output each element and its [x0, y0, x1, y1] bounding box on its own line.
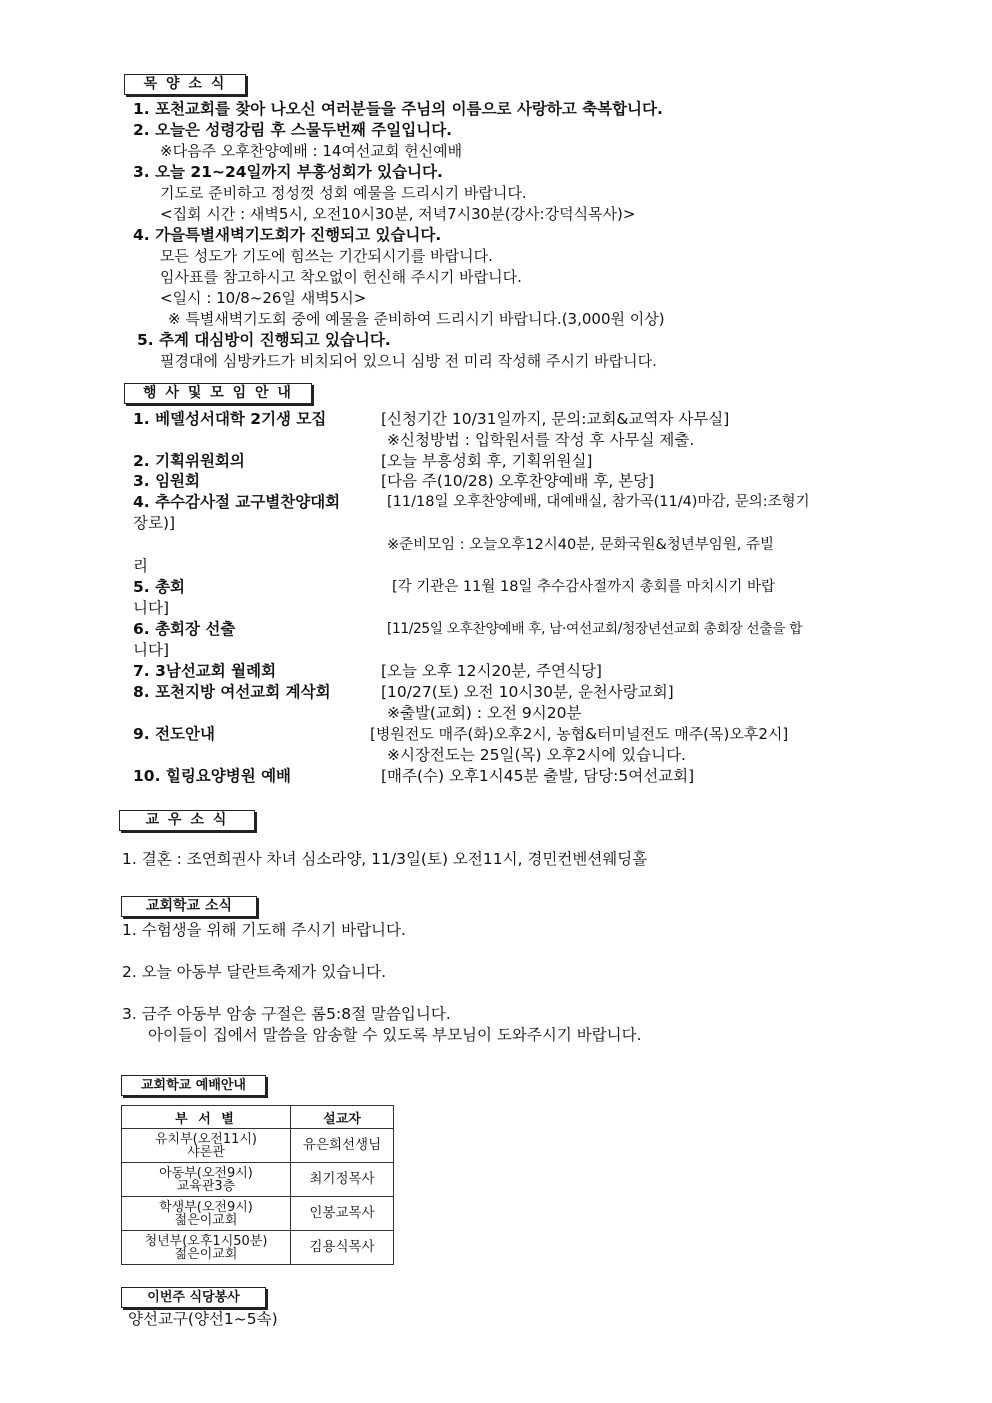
pastoral-line-2: 2. 오늘은 성령강림 후 스물두번째 주일입니다. — [133, 121, 453, 139]
schedule-pastor-cell: 최기정목사 — [291, 1163, 394, 1197]
pastoral-line-6: <집회 시간 : 새벽5시, 오전10시30분, 저녁7시30분(강사:강덕식목사)> — [160, 205, 636, 223]
event-detail-4-cont: 장로)] — [133, 514, 176, 532]
schedule-pastor-cell: 김용식목사 — [291, 1231, 394, 1265]
table-row — [122, 1231, 394, 1265]
schedule-dept-cell — [122, 1231, 291, 1265]
event-name-1: 1. 베델성서대학 2기생 모집 — [133, 410, 327, 428]
schedule-header-pastor: 설교자 — [291, 1106, 394, 1129]
pastoral-line-4: 3. 오늘 21~24일까지 부흥성회가 있습니다. — [133, 163, 443, 181]
pastoral-line-5: 기도로 준비하고 정성껏 성회 예물을 드리시기 바랍니다. — [160, 184, 527, 202]
event-detail-2: [오늘 부흥성회 후, 기획위원실] — [381, 452, 593, 470]
school-line-3: 3. 금주 아동부 암송 구절은 롬5:8절 말씀입니다. — [122, 1005, 451, 1023]
school-line-1: 1. 수험생을 위해 기도해 주시기 바랍니다. — [122, 921, 406, 939]
pastoral-line-3: ※다음주 오후찬양예배 : 14여선교회 헌신예배 — [160, 142, 463, 160]
dept-name: 유치부(오전11시) — [154, 1131, 258, 1147]
pastoral-line-8: 모든 성도가 기도에 힘쓰는 기간되시기를 바랍니다. — [160, 247, 493, 265]
members-section-title: 교 우 소 식 — [119, 810, 255, 831]
event-detail-9b: ※시장전도는 25일(목) 오후2시에 있습니다. — [387, 746, 686, 764]
dept-place: 젊은이교회 — [174, 1212, 238, 1228]
kitchen-section-title: 이번주 식당봉사 — [121, 1287, 266, 1308]
event-detail-4b: ※준비모임 : 오늘오후12시40분, 문화국원&청년부임원, 쥬빌 — [387, 537, 775, 553]
event-detail-5: [각 기관은 11월 18일 추수감사절까지 총회를 마치시기 바랍 — [392, 579, 775, 595]
schedule-pastor-cell: 인봉교목사 — [291, 1197, 394, 1231]
event-detail-1b: ※신청방법 : 입학원서를 작성 후 사무실 제출. — [387, 431, 695, 449]
event-detail-3: [다음 주(10/28) 오후찬양예배 후, 본당] — [381, 472, 655, 490]
table-row — [122, 1197, 394, 1231]
school-section-title: 교회학교 소식 — [121, 896, 257, 917]
dept-place: 샤론관 — [187, 1144, 225, 1160]
pastoral-line-13: 필경대에 심방카드가 비치되어 있으니 심방 전 미리 작성해 주시기 바랍니다. — [160, 352, 657, 370]
schedule-header-dept: 부 서 별 — [122, 1106, 291, 1129]
events-section-title: 행 사 및 모 임 안 내 — [124, 383, 312, 404]
pastoral-line-10: <일시 : 10/8~26일 새벽5시> — [160, 289, 367, 307]
event-detail-10: [매주(수) 오후1시45분 출발, 담당:5여선교회] — [381, 767, 695, 785]
pastoral-line-9: 임사표를 참고하시고 착오없이 헌신해 주시기 바랍니다. — [160, 268, 522, 286]
schedule-section-title: 교회학교 예배안내 — [121, 1075, 266, 1096]
schedule-dept-cell — [122, 1197, 291, 1231]
event-name-5: 5. 총회 — [133, 578, 186, 596]
event-detail-9: [병원전도 매주(화)오후2시, 농협&터미널전도 매주(목)오후2시] — [370, 725, 789, 743]
event-name-6: 6. 총회장 선출 — [133, 620, 236, 638]
event-name-10: 10. 힐링요양병원 예배 — [133, 767, 292, 785]
event-name-8: 8. 포천지방 여선교회 계삭회 — [133, 683, 331, 701]
pastoral-line-7: 4. 가을특별새벽기도회가 진행되고 있습니다. — [133, 226, 442, 244]
dept-name: 아동부(오전9시) — [159, 1165, 253, 1181]
pastoral-line-1: 1. 포천교회를 찾아 나오신 여러분들을 주님의 이름으로 사랑하고 축복합니다. — [133, 100, 663, 118]
schedule-dept-cell — [122, 1129, 291, 1163]
event-detail-1: [신청기간 10/31일까지, 문의:교회&교역자 사무실] — [381, 410, 730, 428]
dept-name: 청년부(오후1시50분) — [144, 1233, 268, 1249]
school-line-2: 2. 오늘 아동부 달란트축제가 있습니다. — [122, 963, 387, 981]
event-name-4: 4. 추수감사절 교구별찬양대회 — [133, 493, 341, 511]
dept-place: 교육관3층 — [176, 1178, 236, 1194]
pastoral-line-12: 5. 추계 대심방이 진행되고 있습니다. — [137, 331, 391, 349]
event-detail-6-cont: 니다] — [133, 641, 169, 659]
table-row — [122, 1129, 394, 1163]
table-row — [122, 1163, 394, 1197]
event-name-7: 7. 3남선교회 월례회 — [133, 662, 277, 680]
event-detail-6: [11/25일 오후찬양예배 후, 남·여선교회/청장년선교회 총회장 선출을 합 — [387, 621, 802, 637]
school-line-4: 아이들이 집에서 말씀을 암송할 수 있도록 부모님이 도와주시기 바랍니다. — [148, 1026, 642, 1044]
kitchen-text: 양선교구(양선1~5속) — [128, 1310, 278, 1328]
schedule-header-row — [122, 1106, 394, 1129]
pastoral-line-11: ※ 특별새벽기도회 중에 예물을 준비하여 드리시기 바랍니다.(3,000원 이상) — [168, 310, 665, 328]
event-detail-4b-cont: 리 — [133, 557, 148, 575]
event-detail-8b: ※출발(교회) : 오전 9시20분 — [387, 704, 582, 722]
schedule-dept-cell — [122, 1163, 291, 1197]
schedule-table — [121, 1105, 394, 1265]
dept-place: 젊은이교회 — [174, 1246, 238, 1262]
event-detail-8: [10/27(토) 오전 10시30분, 운천사랑교회] — [381, 683, 674, 701]
schedule-pastor-cell: 유은희선생님 — [291, 1129, 394, 1163]
pastoral-section-title: 목 양 소 식 — [124, 74, 246, 95]
event-name-3: 3. 임원회 — [133, 472, 200, 490]
event-detail-5-cont: 니다] — [133, 599, 169, 617]
dept-name: 학생부(오전9시) — [159, 1199, 253, 1215]
event-detail-4: [11/18일 오후찬양예배, 대예배실, 참가곡(11/4)마감, 문의:조형기 — [387, 494, 810, 510]
event-detail-7: [오늘 오후 12시20분, 주연식당] — [381, 662, 602, 680]
event-name-9: 9. 전도안내 — [133, 725, 215, 743]
event-name-2: 2. 기획위원회의 — [133, 452, 245, 470]
members-line-1: 1. 결혼 : 조연희권사 차녀 심소라양, 11/3일(토) 오전11시, 경민컨벤션웨딩홀 — [122, 850, 648, 868]
